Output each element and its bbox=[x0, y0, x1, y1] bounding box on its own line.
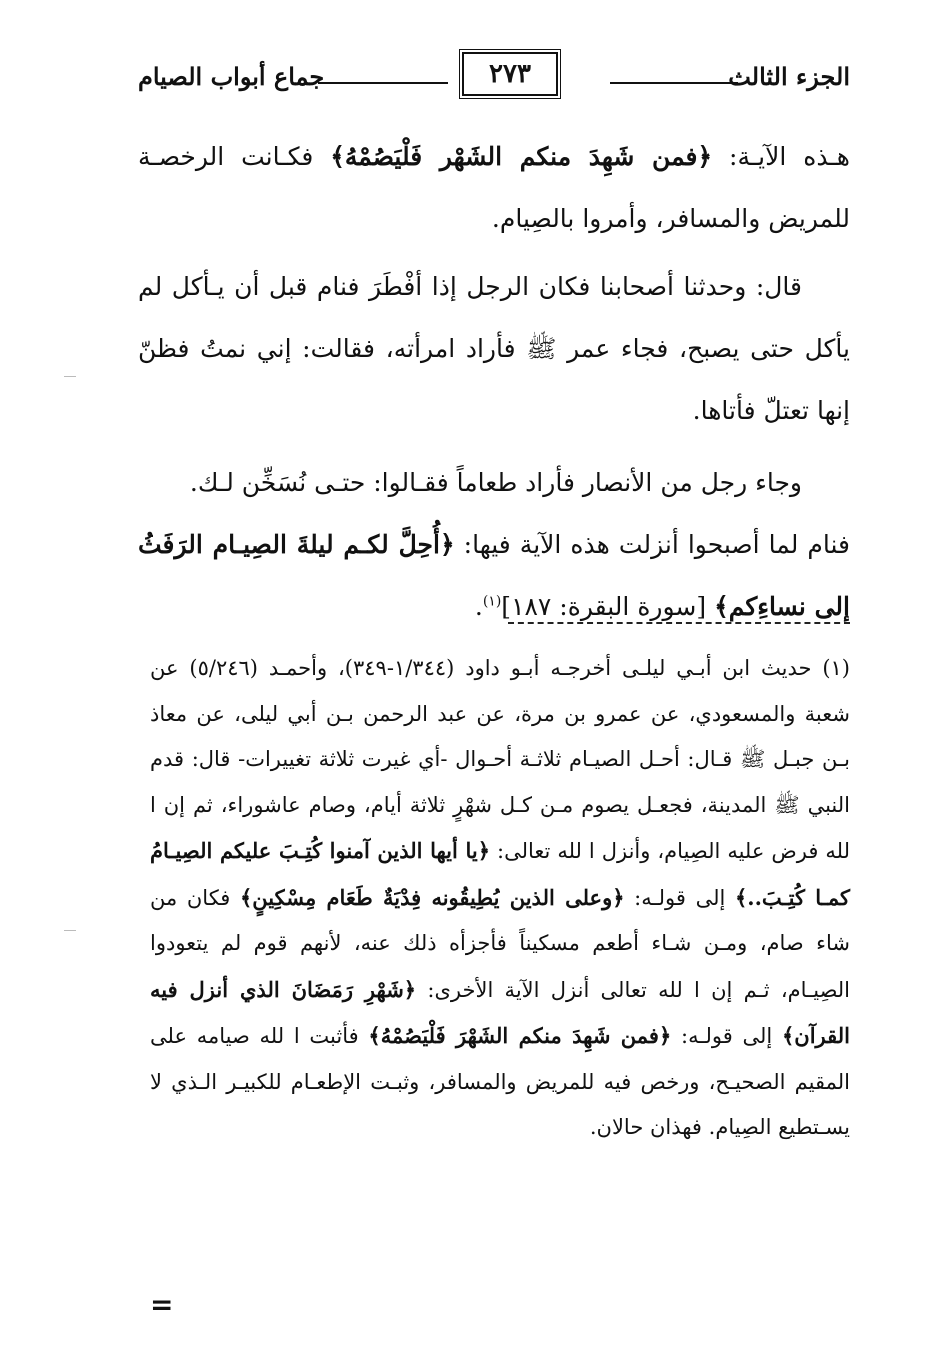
footnote-quran-1: ﴿يا أيها الذين آمنوا كُتِـبَ عليكم الصِيـامُ كمـا كُتِـبَ..﴾ bbox=[150, 838, 850, 910]
surah-reference: [سورة البقرة: ١٨٧] bbox=[501, 592, 715, 621]
paragraph-3: وجاء رجل من الأنصار فأراد طعاماً فقـالوا: حتـى نُسَخِّن لـك. bbox=[189, 468, 802, 497]
footnote-text-5: فأثبت ا لله صيامه على المقيم الصحيـح، ورخص فيه للمريض والمسافر، وثبـت الإطعـام للكبيـر الـذي لا يسـتطيع الصِيام. فهذان حالان. bbox=[150, 1024, 850, 1139]
paragraph-1-rest: فكـانت الرخصـة للمريض والمسافر، وأمروا بالصِيام. bbox=[138, 142, 850, 233]
quran-verse-2: ﴿أُحِلَّ لكـم ليلةَ الصِيـام الرَفَثُ إلى نساءِكم﴾ bbox=[138, 530, 850, 621]
paragraph-4-end: . bbox=[474, 592, 483, 621]
page-header bbox=[130, 52, 850, 104]
footnote-quran-3: ﴿شَهْرِ رَمَضَانَ الذي أنزل فيه القرآن﴾ bbox=[150, 976, 850, 1048]
footnote-text-4: إلى قولـه: bbox=[671, 1024, 782, 1048]
footnote-separator bbox=[508, 622, 850, 624]
margin-speck bbox=[64, 376, 76, 377]
header-rule-left bbox=[318, 82, 448, 84]
margin-speck bbox=[64, 930, 76, 931]
paragraph-1-intro: هـذه الآيـة: bbox=[712, 142, 850, 171]
footnote-text-3: فكان من شاء صام، ومـن شـاء أطعم مسكيناً فأجزأه ذلك عنه، لأنهم قوم لم يتعودوا الصِيـام، ثـم إن ا لله تعالى أنزل الآية الأخرى: bbox=[150, 885, 851, 1002]
main-text bbox=[138, 126, 850, 638]
paragraph-1 bbox=[138, 126, 850, 250]
footnote-reference: (١) bbox=[482, 593, 502, 610]
footnote-quran-4: ﴿فمن شَهِدَ منكم الشَهْرَ فَلْيَصُمْهُ﴾ bbox=[368, 1023, 672, 1048]
footnote-quran-2: ﴿وعلى الذين يُطِيقُونه فِدْيَةٌ طَعَام مِسْكِينٍ﴾ bbox=[239, 884, 625, 910]
section-title: جماع أبواب الصيام bbox=[138, 62, 325, 91]
header-rule-right bbox=[610, 82, 738, 84]
chapter-title: الجزء الثالث bbox=[728, 62, 850, 91]
paragraph-2: قال: وحدثنا أصحابنا فكان الرجل إذا أفْطَرَ فنام قبل أن يـأكل لم يأكل حتى يصبح، فجاء عمر ﷺ فأراد امرأته، فقالت: إني نمتُ فظنّ إنها تعتلّ فأتاها. bbox=[138, 272, 850, 425]
paragraph-4-intro: فنام لما أصبحوا أنزلت هذه الآية فيها: bbox=[454, 530, 850, 559]
paragraph-4 bbox=[138, 514, 850, 638]
quran-verse-1: ﴿فمن شَهِدَ منكم الشَهْر فَلْيَصُمْهُ﴾ bbox=[330, 142, 713, 171]
page-number-box: ٢٧٣ bbox=[462, 52, 558, 96]
footnote-text-2: إلى قولـه: bbox=[624, 885, 735, 910]
footnote-1 bbox=[150, 646, 850, 1151]
footnote-text-1: (١) حديث ابن أبـي ليلـى أخرجـه أبـو داود (١/٣٤٤-٣٤٩)، وأحمـد (٥/٢٤٦) عن شعبة والمسعودي، عن عمرو بن مرة، عن عبد الرحمن بـن أبي ليلى، عن معاذ بـن جبـل ﷺ قـال: أحـل الصيـام ثلاثـة أحـوال -أي غيرت ثلاثة تغييرات- قال: قدم النبي ﷺ المدينة، فجعـل يصوم مـن كـل شهْرٍ ثلاثة أيام، وصام عاشوراء، ثم إن ا لله فرض عليه الصِيام، وأنزل ا لله تعالى: bbox=[150, 656, 850, 863]
continuation-mark: = bbox=[150, 1288, 174, 1321]
